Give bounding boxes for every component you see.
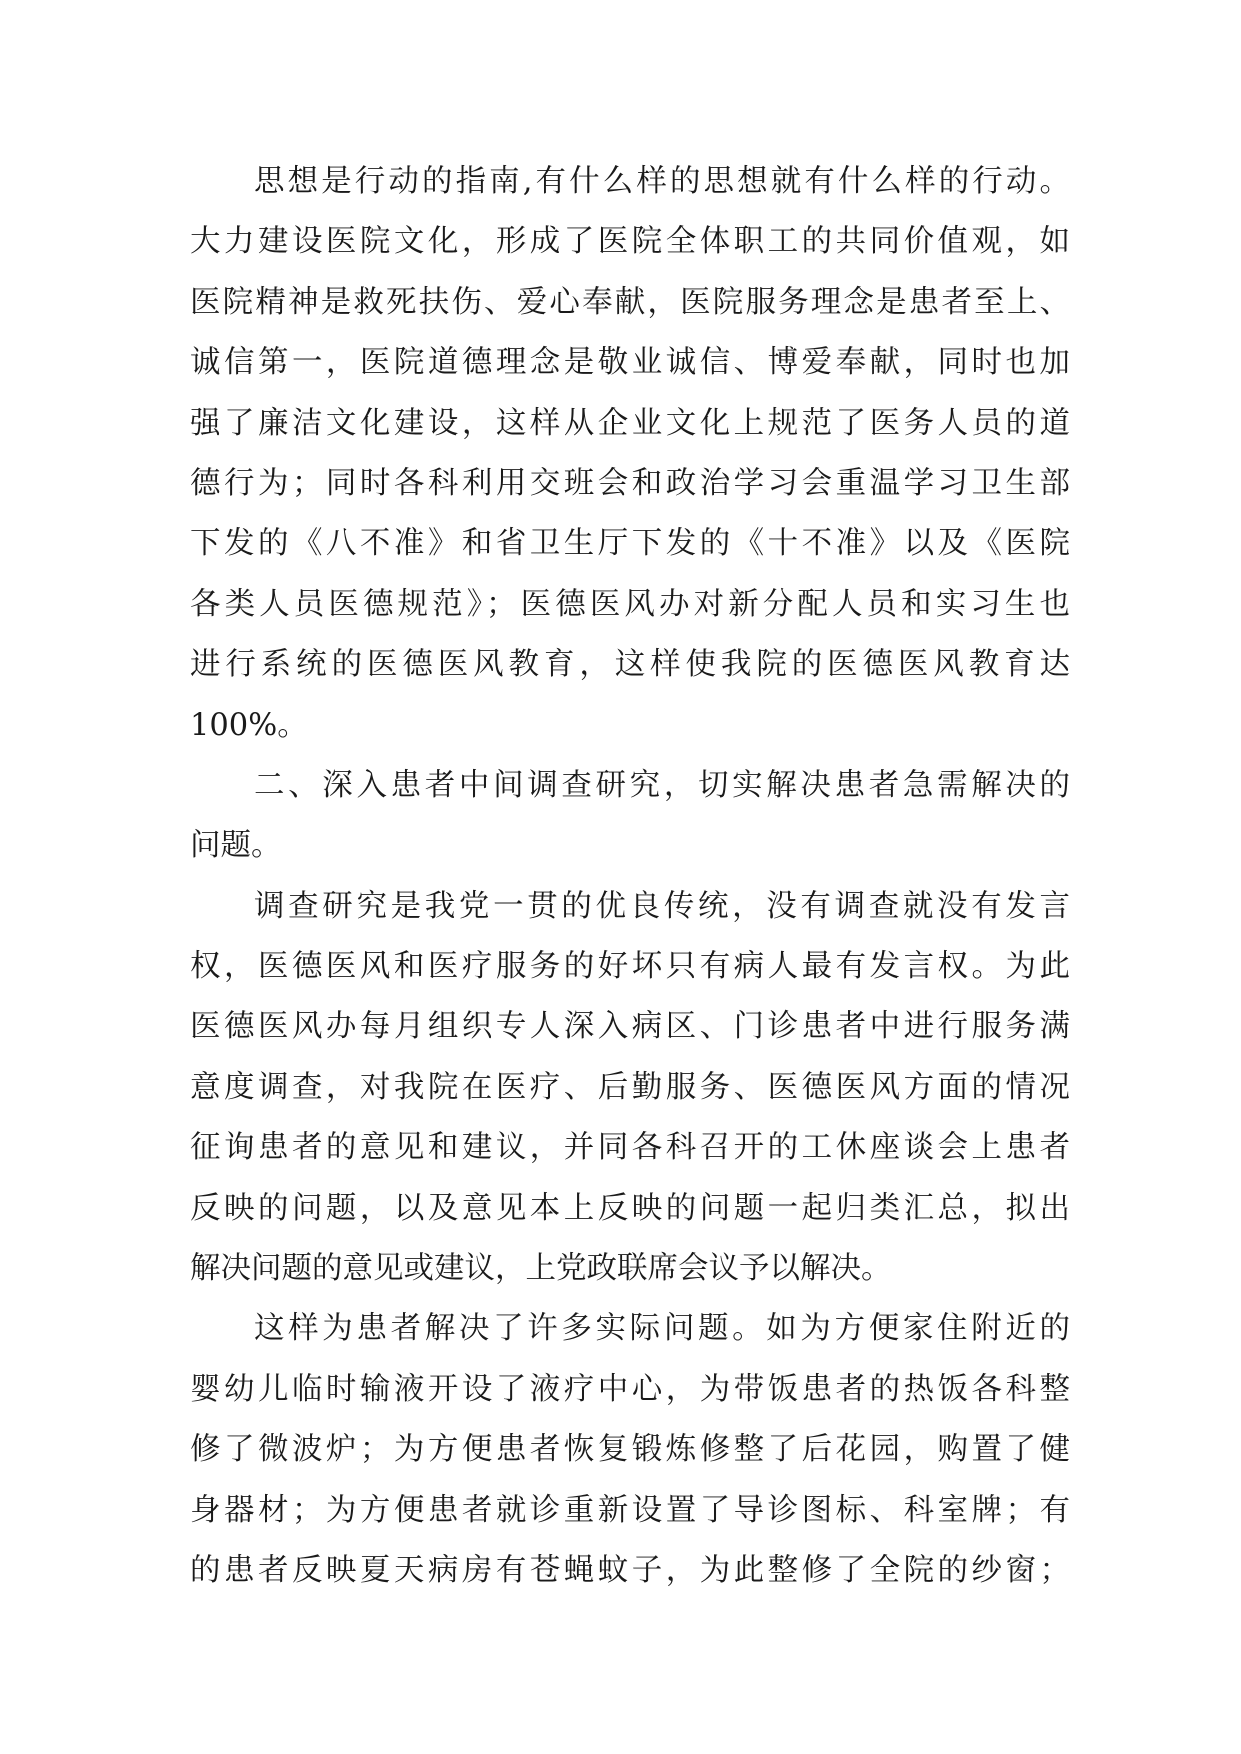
text-line: 反映的问题，以及意见本上反映的问题一起归类汇总，拟出 (190, 1190, 1070, 1226)
text-line: 的患者反映夏天病房有苍蝇蚊子，为此整修了全院的纱窗； (190, 1552, 1070, 1588)
text-line: 解决问题的意见或建议，上党政联席会议予以解决。 (190, 1251, 892, 1287)
text-line: 修了微波炉；为方便患者恢复锻炼修整了后花园，购置了健 (190, 1432, 1070, 1468)
text-line: 思想是行动的指南,有什么样的思想就有什么样的行动。 (254, 164, 1070, 199)
text-line: 征询患者的意见和建议，并同各科召开的工休座谈会上患者 (190, 1130, 1070, 1166)
text-line: 这样为患者解决了许多实际问题。如为方便家住附近的 (254, 1311, 1070, 1347)
text-line: 问题。 (190, 828, 282, 864)
text-line: 下发的《八不准》和省卫生厅下发的《十不准》以及《医院 (190, 526, 1070, 562)
text-line: 医德医风办每月组织专人深入病区、门诊患者中进行服务满 (190, 1009, 1070, 1045)
text-line: 医院精神是救死扶伤、爱心奉献，医院服务理念是患者至上、 (190, 284, 1070, 320)
text-line: 二、深入患者中间调查研究，切实解决患者急需解决的 (254, 767, 1070, 803)
text-line: 100%。 (190, 707, 308, 743)
text-line: 调查研究是我党一贯的优良传统，没有调查就没有发言 (254, 888, 1070, 924)
text-line: 诚信第一，医院道德理念是敬业诚信、博爱奉献，同时也加 (190, 345, 1070, 381)
text-line: 进行系统的医德医风教育，这样使我院的医德医风教育达 (190, 647, 1070, 683)
text-line: 德行为；同时各科利用交班会和政治学习会重温学习卫生部 (190, 465, 1070, 501)
text-line: 权，医德医风和医疗服务的好坏只有病人最有发言权。为此 (190, 949, 1070, 985)
text-line: 大力建设医院文化，形成了医院全体职工的共同价值观，如 (190, 224, 1070, 260)
text-line: 身器材；为方便患者就诊重新设置了导诊图标、科室牌；有 (190, 1492, 1070, 1528)
text-line: 意度调查，对我院在医疗、后勤服务、医德医风方面的情况 (190, 1069, 1070, 1105)
text-line: 强了廉洁文化建设，这样从企业文化上规范了医务人员的道 (190, 405, 1070, 441)
text-line: 各类人员医德规范》；医德医风办对新分配人员和实习生也 (190, 586, 1070, 622)
document-body (190, 152, 1070, 1601)
text-line: 婴幼儿临时输液开设了液疗中心，为带饭患者的热饭各科整 (190, 1371, 1070, 1407)
